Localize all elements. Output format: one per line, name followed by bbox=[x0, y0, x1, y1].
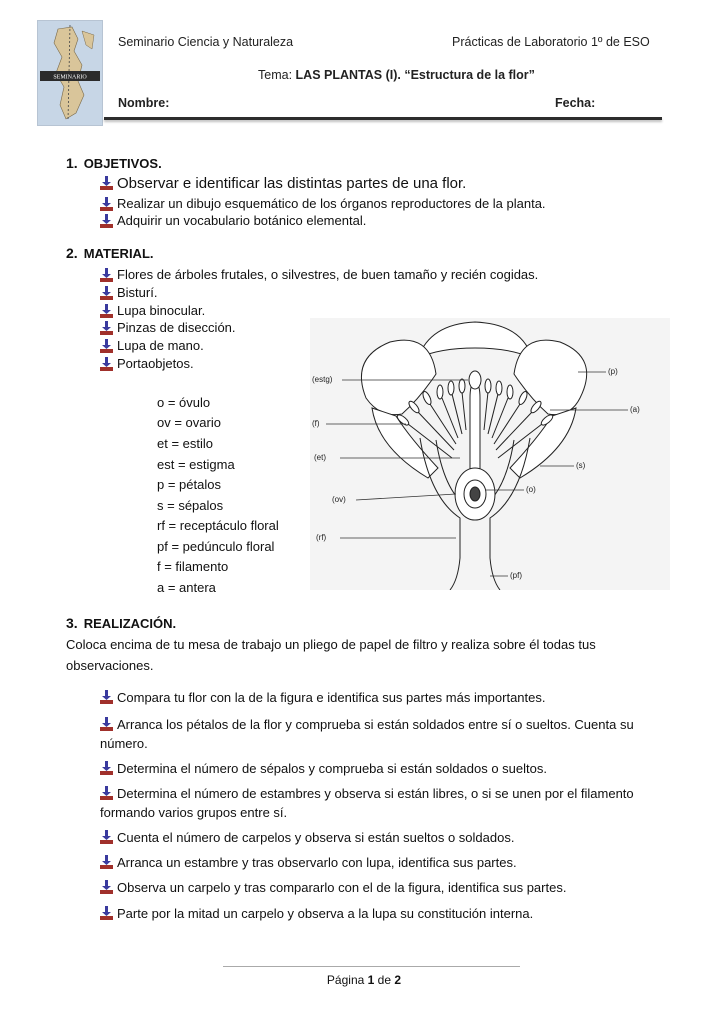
header-seminar-name: Seminario Ciencia y Naturaleza bbox=[118, 35, 294, 49]
list-item: Bisturí. bbox=[100, 285, 157, 300]
arrow-bullet-icon bbox=[100, 286, 113, 300]
topic-value: LAS PLANTAS (I). “Estructura de la flor” bbox=[295, 68, 535, 82]
arrow-bullet-icon bbox=[100, 357, 113, 371]
list-item: Parte por la mitad un carpelo y observa a la lupa su constitución interna. bbox=[100, 904, 660, 923]
legend-item: rf = receptáculo floral bbox=[157, 518, 279, 533]
arrow-bullet-icon bbox=[100, 176, 113, 190]
list-item: Lupa binocular. bbox=[100, 303, 205, 318]
arrow-bullet-icon bbox=[100, 855, 113, 869]
arrow-bullet-icon bbox=[100, 268, 113, 282]
arrow-bullet-icon bbox=[100, 880, 113, 894]
list-item: Compara tu flor con la de la figura e identifica sus partes más importantes. bbox=[100, 688, 660, 707]
list-item: Arranca los pétalos de la flor y comprueba si están soldados entre sí o sueltos. Cuenta su número. bbox=[100, 717, 634, 751]
list-item: Adquirir un vocabulario botánico elemental. bbox=[100, 213, 366, 228]
seminario-logo bbox=[37, 20, 103, 126]
legend-item: p = pétalos bbox=[157, 477, 221, 492]
figure-label-pf: (pf) bbox=[510, 571, 522, 580]
arrow-bullet-icon bbox=[100, 339, 113, 353]
figure-label-p: (p) bbox=[608, 367, 618, 376]
legend-item: f = filamento bbox=[157, 559, 229, 574]
arrow-bullet-icon bbox=[100, 321, 113, 335]
arrow-bullet-icon bbox=[100, 214, 113, 228]
figure-label-a: (a) bbox=[630, 405, 640, 414]
flower-diagram bbox=[310, 318, 670, 590]
legend-item: est = estigma bbox=[157, 457, 235, 472]
list-item: Realizar un dibujo esquemático de los órganos reproductores de la planta. bbox=[100, 196, 546, 211]
figure-label-o: (o) bbox=[526, 485, 536, 494]
figure-label-et: (et) bbox=[314, 453, 326, 462]
figure-label-ov: (ov) bbox=[332, 495, 346, 504]
figure-label-s: (s) bbox=[576, 461, 586, 470]
arrow-bullet-icon bbox=[100, 717, 113, 731]
arrow-bullet-icon bbox=[100, 761, 113, 775]
list-item: Cuenta el número de carpelos y observa si están sueltos o soldados. bbox=[100, 828, 660, 847]
arrow-bullet-icon bbox=[100, 304, 113, 318]
list-item: Arranca un estambre y tras observarlo con lupa, identifica sus partes. bbox=[100, 853, 660, 872]
arrow-bullet-icon bbox=[100, 786, 113, 800]
figure-label-rf: (rf) bbox=[316, 533, 327, 542]
legend-item: a = antera bbox=[157, 580, 216, 595]
legend-item: pf = pedúnculo floral bbox=[157, 539, 275, 554]
list-item: Observa un carpelo y tras compararlo con el de la figura, identifica sus partes. bbox=[100, 878, 660, 897]
date-label: Fecha: bbox=[555, 96, 596, 110]
figure-label-f: (f) bbox=[312, 419, 320, 428]
name-label: Nombre: bbox=[118, 96, 170, 110]
svg-text:SEMINARIO: SEMINARIO bbox=[53, 74, 87, 81]
arrow-bullet-icon bbox=[100, 197, 113, 211]
list-item: Flores de árboles frutales, o silvestres, de buen tamaño y recién cogidas. bbox=[100, 267, 538, 282]
arrow-bullet-icon bbox=[100, 906, 113, 920]
page-number: Página 1 de 2 bbox=[326, 973, 402, 987]
legend-item: s = sépalos bbox=[157, 498, 224, 513]
header-topic bbox=[258, 68, 535, 82]
list-item: Determina el número de sépalos y comprueba si están soldados o sueltos. bbox=[100, 759, 660, 778]
footer-rule bbox=[223, 966, 520, 967]
list-item: Determina el número de estambres y observa si están libres, o si se unen por el filamento formando varios grupos entre sí. bbox=[100, 786, 634, 820]
figure-label-estg: (estg) bbox=[312, 375, 333, 384]
legend-item: et = estilo bbox=[157, 436, 214, 451]
section-realizacion-title: 3. REALIZACIÓN. bbox=[66, 615, 177, 631]
arrow-bullet-icon bbox=[100, 830, 113, 844]
header-course: Prácticas de Laboratorio 1º de ESO bbox=[452, 35, 650, 49]
list-item: Lupa de mano. bbox=[100, 338, 204, 353]
list-item: Pinzas de disección. bbox=[100, 320, 236, 335]
header-rule bbox=[104, 117, 662, 120]
list-item: Observar e identificar las distintas partes de una flor. bbox=[100, 175, 466, 192]
topic-label: Tema: bbox=[258, 68, 293, 82]
list-item: Portaobjetos. bbox=[100, 356, 194, 371]
legend-item: ov = ovario bbox=[157, 415, 221, 430]
section-objetivos-title: 1. OBJETIVOS. bbox=[66, 155, 162, 171]
arrow-bullet-icon bbox=[100, 690, 113, 704]
section-material-title: 2. MATERIAL. bbox=[66, 245, 154, 261]
legend-item: o = óvulo bbox=[157, 395, 211, 410]
realizacion-intro: Coloca encima de tu mesa de trabajo un pliego de papel de filtro y realiza sobre él todas tus observaciones. bbox=[66, 637, 596, 673]
